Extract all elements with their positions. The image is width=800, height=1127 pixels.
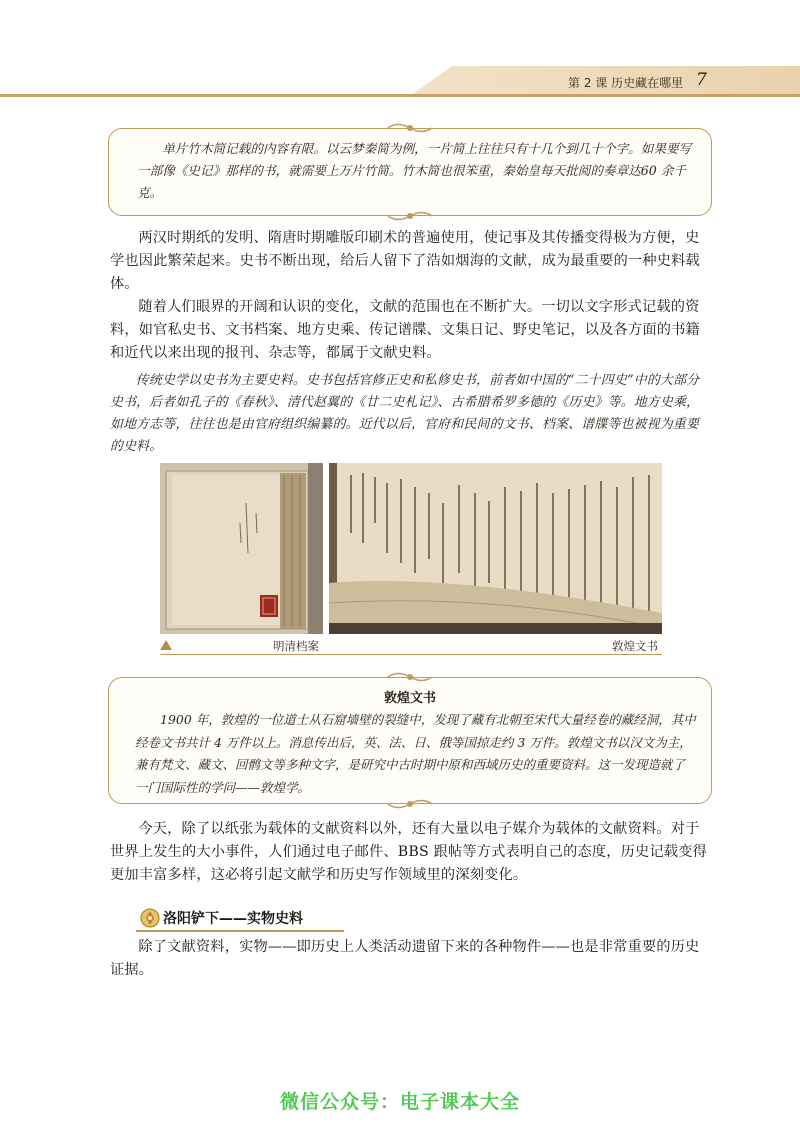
box-ornament-top [386,672,434,682]
shovel-emblem-icon [140,908,160,928]
box-text: 单片竹木简记载的内容有限。以云梦秦简为例，一片简上往往只有十几个到几十个字。如果要写一部像《史记》那样的书，就需要上万片竹简。竹木简也很笨重，秦始皇每天批阅的奏章达60 余千克。 [137,141,692,200]
info-box-dunhuang [108,677,712,804]
photo-dunhuang-manuscripts [329,463,662,634]
box-text: 1900 年，敦煌的一位道士从石窟墙壁的裂缝中，发现了藏有北朝至宋代大量经卷的藏经洞，其中经卷文书共计 4 万件以上。消息传出后，英、法、日、俄等国掠走约 3 万件。敦煌文书以汉文为主，兼有梵文、藏文、回鹘文等多种文字，是研究中古时期中原和西域历史的重要资料。这一发现造就了一门国际性的学问——敦煌学。 [135,712,696,795]
body-paragraph: 今天，除了以纸张为载体的文献资料以外，还有大量以电子媒介为载体的文献资料。对于世界上发生的大小事件，人们通过电子邮件、BBS 跟帖等方式表明自己的态度，历史记载变得更加丰富多样，这必将引起文献学和历史写作领域里的深刻变化。 [110,821,707,883]
note-paragraph: 传统史学以史书为主要史料。史书包括官修正史和私修史书，前者如中国的“二十四史”中的大部分史书，后者如孔子的《春秋》、清代赵翼的《廿二史札记》、古希腊希罗多德的《历史》等。地方史乘，如地方志等，往往也是由官府组织编纂的。近代以后，官府和民间的文书、档案、谱牒等也被视为重要的史料。 [110,373,700,454]
box-ornament-bottom [386,211,434,221]
figure-caption: 敦煌文书 [612,639,658,653]
body-paragraph: 除了文献资料，实物——即历史上人类活动遗留下来的各种物件——也是非常重要的历史证据。 [110,939,700,978]
info-box-bamboo-slips [108,128,712,216]
watermark: 微信公众号：电子课本大全 [279,1091,520,1113]
body-paragraph: 两汉时期纸的发明、隋唐时期雕版印刷术的普遍使用，使记事及其传播变得极为方便，史学也因此繁荣起来。史书不断出现，给后人留下了浩如烟海的文献，成为最重要的一种史料载体。 [110,230,700,292]
box-ornament-top [386,123,434,133]
figure-caption-bar [160,637,662,655]
figure-caption: 明清档案 [273,639,319,653]
header-rule [0,94,800,97]
section-underline [136,930,344,932]
photo-ming-qing-archives [160,463,323,634]
box-title: 敦煌文书 [383,691,436,706]
lesson-title: 第 2 课 历史藏在哪里 [568,76,684,90]
box-ornament-bottom [386,799,434,809]
page-number: 7 [696,70,707,90]
body-paragraph: 随着人们眼界的开阔和认识的变化，文献的范围也在不断扩大。一切以文字形式记载的资料，如官私史书、文书档案、地方史乘、传记谱牒、文集日记、野史笔记，以及各方面的书籍和近代以来出现的报刊、杂志等，都属于文献史料。 [110,299,700,361]
section-title: 洛阳铲下——实物史料 [163,911,303,927]
